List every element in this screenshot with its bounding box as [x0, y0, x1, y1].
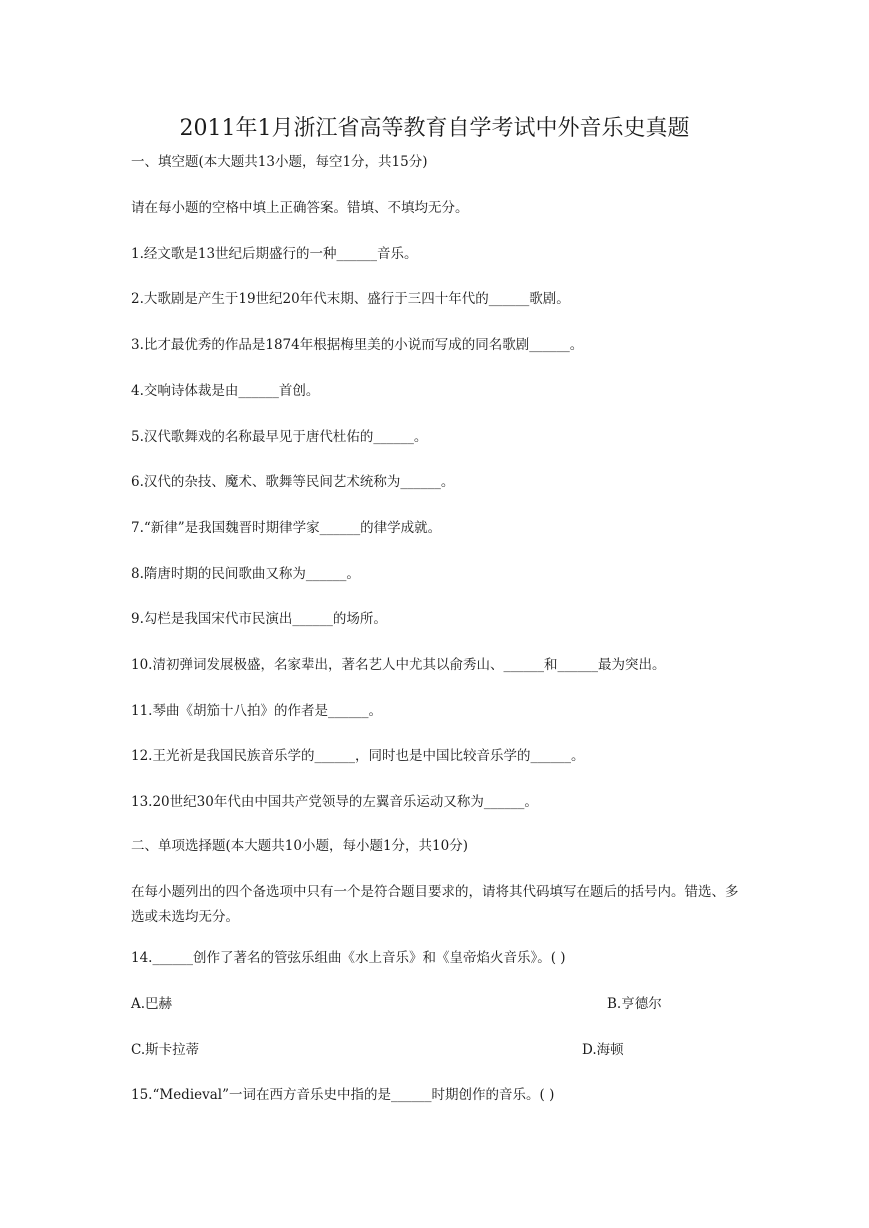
section-instruction-fill-in: 请在每小题的空格中填上正确答案。错填、不填均无分。 [131, 200, 469, 216]
question-14-option-a: A.巴赫 [131, 996, 173, 1012]
question-11: 11.琴曲《胡笳十八拍》的作者是______。 [131, 703, 382, 719]
question-8: 8.隋唐时期的民间歌曲又称为______。 [131, 566, 360, 582]
question-4: 4.交响诗体裁是由______首创。 [131, 383, 320, 399]
question-14: 14.______创作了著名的管弦乐组曲《水上音乐》和《皇帝焰火音乐》。( ) [131, 950, 566, 966]
section-instruction-single-choice: 在每小题列出的四个备选项中只有一个是符合题目要求的，请将其代码填写在题后的括号内。错选、多选或未选均无分。 [131, 884, 739, 925]
section-heading-single-choice: 二、单项选择题(本大题共10小题，每小题1分，共10分) [131, 838, 468, 854]
question-2: 2.大歌剧是产生于19世纪20年代末期、盛行于三四十年代的______歌剧。 [131, 291, 570, 307]
question-14-option-c: C.斯卡拉蒂 [131, 1042, 200, 1058]
question-12: 12.王光祈是我国民族音乐学的______，同时也是中国比较音乐学的______。 [131, 748, 585, 764]
question-1: 1.经文歌是13世纪后期盛行的一种______音乐。 [131, 246, 418, 262]
question-14-option-b: B.亨德尔 [607, 996, 662, 1012]
question-7: 7.“新律”是我国魏晋时期律学家______的律学成就。 [131, 520, 442, 536]
question-6: 6.汉代的杂技、魔术、歌舞等民间艺术统称为______。 [131, 474, 455, 490]
question-9: 9.勾栏是我国宋代市民演出______的场所。 [131, 611, 387, 627]
question-5: 5.汉代歌舞戏的名称最早见于唐代杜佑的______。 [131, 429, 428, 445]
question-13: 13.20世纪30年代由中国共产党领导的左翼音乐运动又称为______。 [131, 794, 538, 810]
question-3: 3.比才最优秀的作品是1874年根据梅里美的小说而写成的同名歌剧______。 [131, 337, 584, 353]
question-10: 10.清初弹词发展极盛，名家辈出，著名艺人中尤其以俞秀山、______和______最为突出。 [131, 657, 666, 673]
document-title: 2011年1月浙江省高等教育自学考试中外音乐史真题 [179, 116, 690, 141]
question-14-option-d: D.海顿 [582, 1042, 624, 1058]
question-15: 15.“Medieval”一词在西方音乐史中指的是______时期创作的音乐。( ) [131, 1087, 555, 1103]
section-heading-fill-in: 一、填空题(本大题共13小题，每空1分，共15分) [131, 154, 428, 170]
